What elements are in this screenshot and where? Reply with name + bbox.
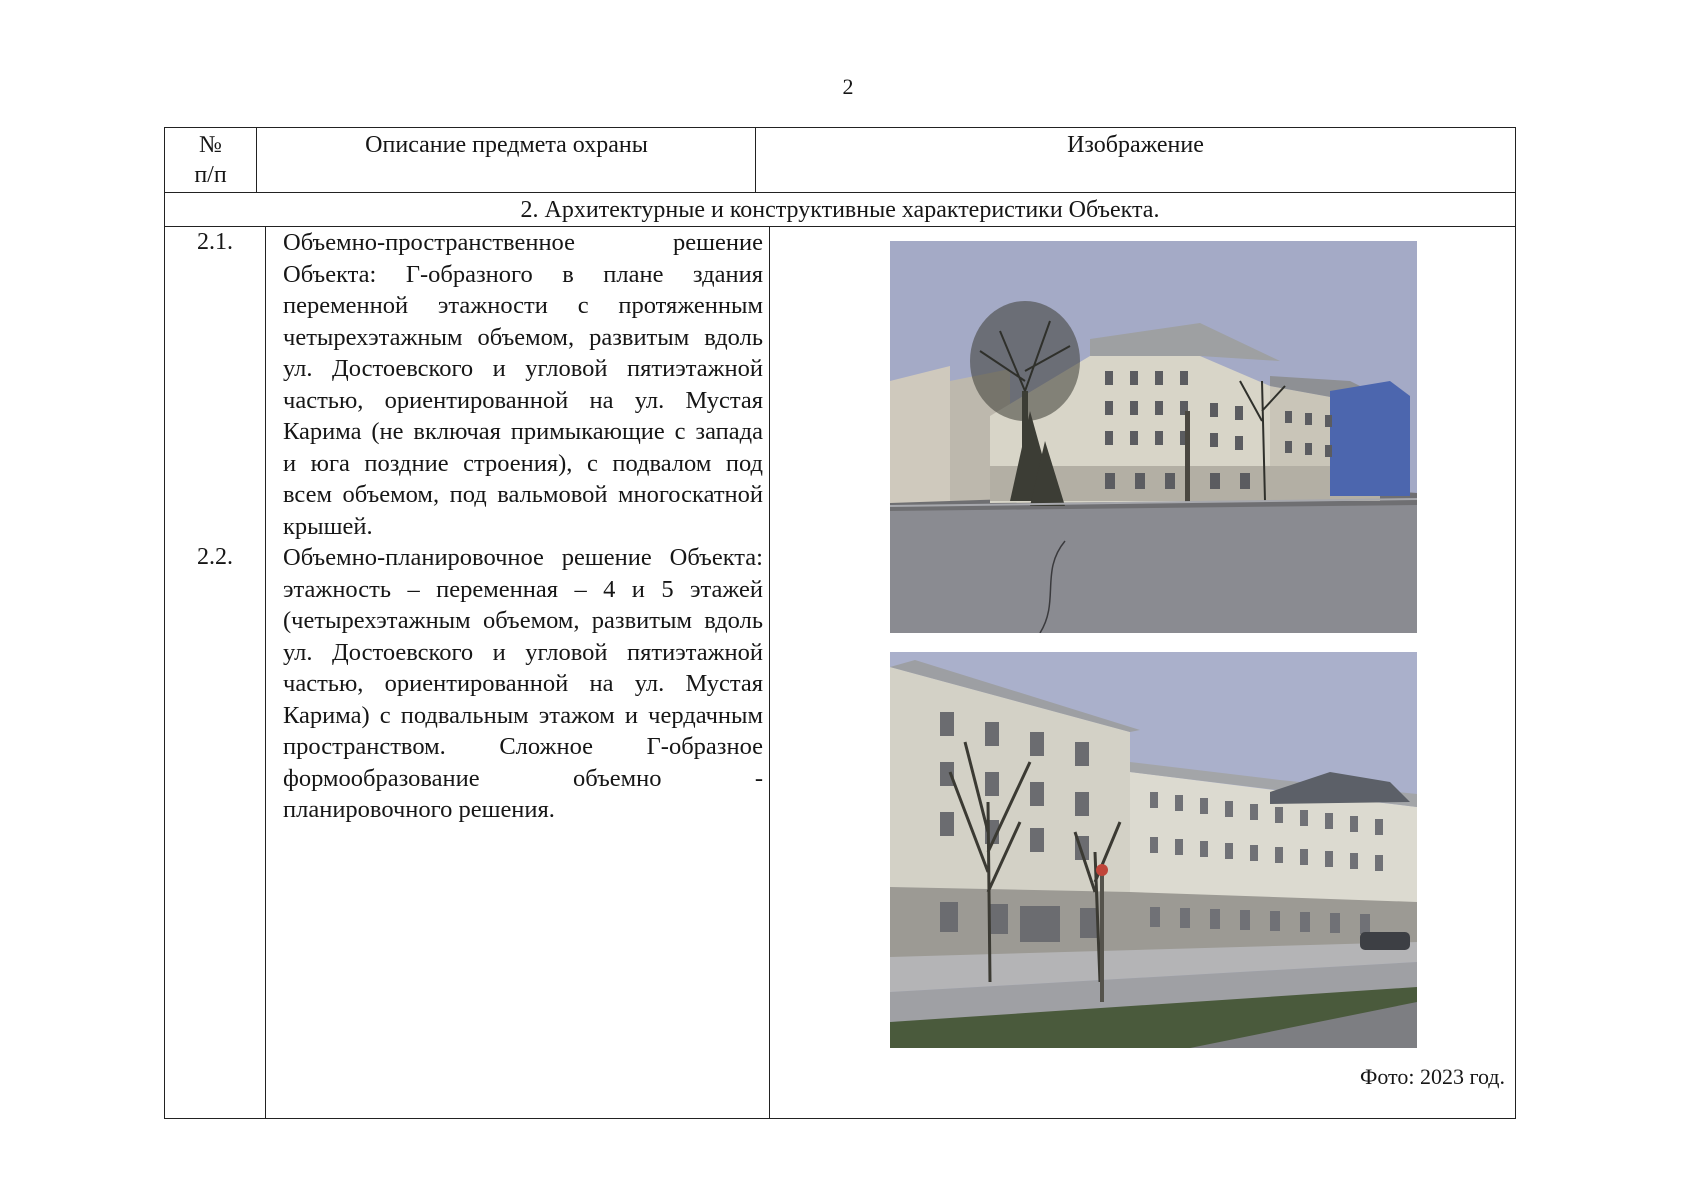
building-photo-street <box>890 652 1417 1048</box>
column-divider <box>769 227 770 1118</box>
header-number: № п/п <box>165 128 257 192</box>
header-image: Изображение <box>1067 132 1204 158</box>
protection-table <box>164 127 1516 1119</box>
building-photo-corner <box>890 241 1417 633</box>
header-description: Описание предмета охраны <box>258 128 756 192</box>
section-title: 2. Архитектурные и конструктивные характеристики Объекта. <box>165 193 1515 227</box>
item-number-2-2: 2.2. <box>197 544 233 570</box>
item-description-2-2: Объемно-планировочное решение Объекта: этажность – переменная – 4 и 5 этажей (четырехэтажным объемом, развитым вдоль ул. Достоевского и угловой пятиэтажной частью, ориентированной на ул. Мустая Карима) с подвальным этажом и чердачным пространством. Сложное Г-образное формообразование объемно - планировочного решения. <box>283 544 763 823</box>
item-description-2-1: Объемно-пространственное решение Объекта: Г-образного в плане здания переменной этажности с протяженным четырехэтажным объемом, развитым вдоль ул. Достоевского и угловой пятиэтажной частью, ориентированной на ул. Мустая Карима (не включая примыкающие с запада и юга поздние строения), с подвалом под всем объемом, под вальмовой многоскатной крышей. <box>283 229 763 540</box>
page-number: 2 <box>842 74 854 99</box>
table-header-row <box>165 128 1515 193</box>
column-divider <box>265 227 266 1118</box>
item-number-2-1: 2.1. <box>197 229 233 255</box>
photo-caption: Фото: 2023 год. <box>1359 1064 1505 1089</box>
